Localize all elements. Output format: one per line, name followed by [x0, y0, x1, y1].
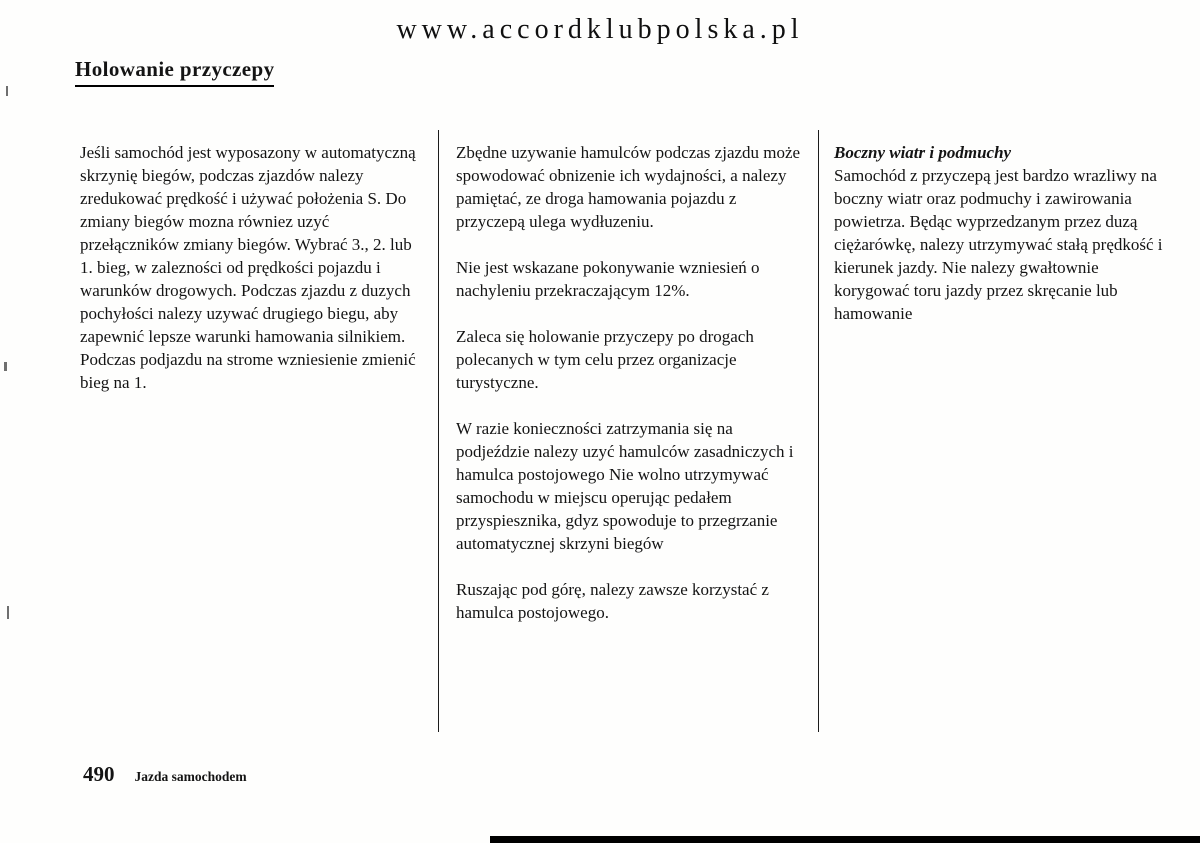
paragraph: Jeśli samochód jest wyposazony w automatyczną skrzynię biegów, podczas zjazdów nalezy zredukować prędkość i używać położenia S. Do zmiany biegów mozna równiez uzyć przełączników zmiany biegów. Wybrać 3., 2. lub 1. bieg, w zalezności od prędkości pojazdu i warunków drogowych. Podczas zjazdu z duzych pochyłości nalezy uzywać drugiego biegu, aby zapewnić lepsze warunki hamowania silnikiem. Podczas podjazdu na strome wzniesienie zmienić bieg na 1. — [80, 143, 416, 392]
page-number: 490 — [83, 762, 115, 786]
paragraph: W razie konieczności zatrzymania się na podjeździe nalezy uzyć hamulców zasadniczych i hamulca postojowego Nie wolno utrzymywać samochodu w miejscu operując pedałem przyspiesznika, gdyz spowoduje to przegrzanie automatycznej skrzyni biegów — [456, 419, 794, 553]
page-title: Holowanie przyczepy — [75, 57, 274, 87]
scan-artifact — [4, 362, 7, 371]
footer-section-label: Jazda samochodem — [134, 769, 247, 784]
page-footer — [83, 762, 247, 787]
scan-artifact — [7, 606, 9, 619]
scan-black-bar — [490, 836, 1200, 843]
paragraph: Samochód z przyczepą jest bardzo wrazliwy na boczny wiatr oraz podmuchy i zawirowania powietrza. Będąc wyprzedzanym przez duzą ciężarówkę, nalezy utrzymywać stałą prędkość i kierunek jazdy. Nie nalezy gwałtownie korygować toru jazdy przez skręcanie lub hamowanie — [834, 166, 1163, 323]
paragraph: Nie jest wskazane pokonywanie wzniesień o nachyleniu przekraczającym 12%. — [456, 258, 760, 300]
paragraph: Zaleca się holowanie przyczepy po drogach polecanych w tym celu przez organizacje turystyczne. — [456, 327, 754, 392]
column-right — [834, 141, 1170, 348]
paragraph: Ruszając pod górę, nalezy zawsze korzystać z hamulca postojowego. — [456, 580, 769, 622]
subsection-title: Boczny wiatr i podmuchy — [834, 143, 1012, 162]
column-divider-right — [818, 130, 819, 732]
column-middle — [456, 141, 808, 647]
paragraph: Zbędne uzywanie hamulców podczas zjazdu może spowodować obnizenie ich wydajności, a nalezy pamiętać, ze droga hamowania pojazdu z przyczepą ulega wydłuzeniu. — [456, 143, 801, 231]
scan-artifact — [6, 86, 8, 96]
watermark-url: www.accordklubpolska.pl — [396, 14, 804, 45]
column-left — [80, 141, 428, 417]
column-divider-left — [438, 130, 439, 732]
